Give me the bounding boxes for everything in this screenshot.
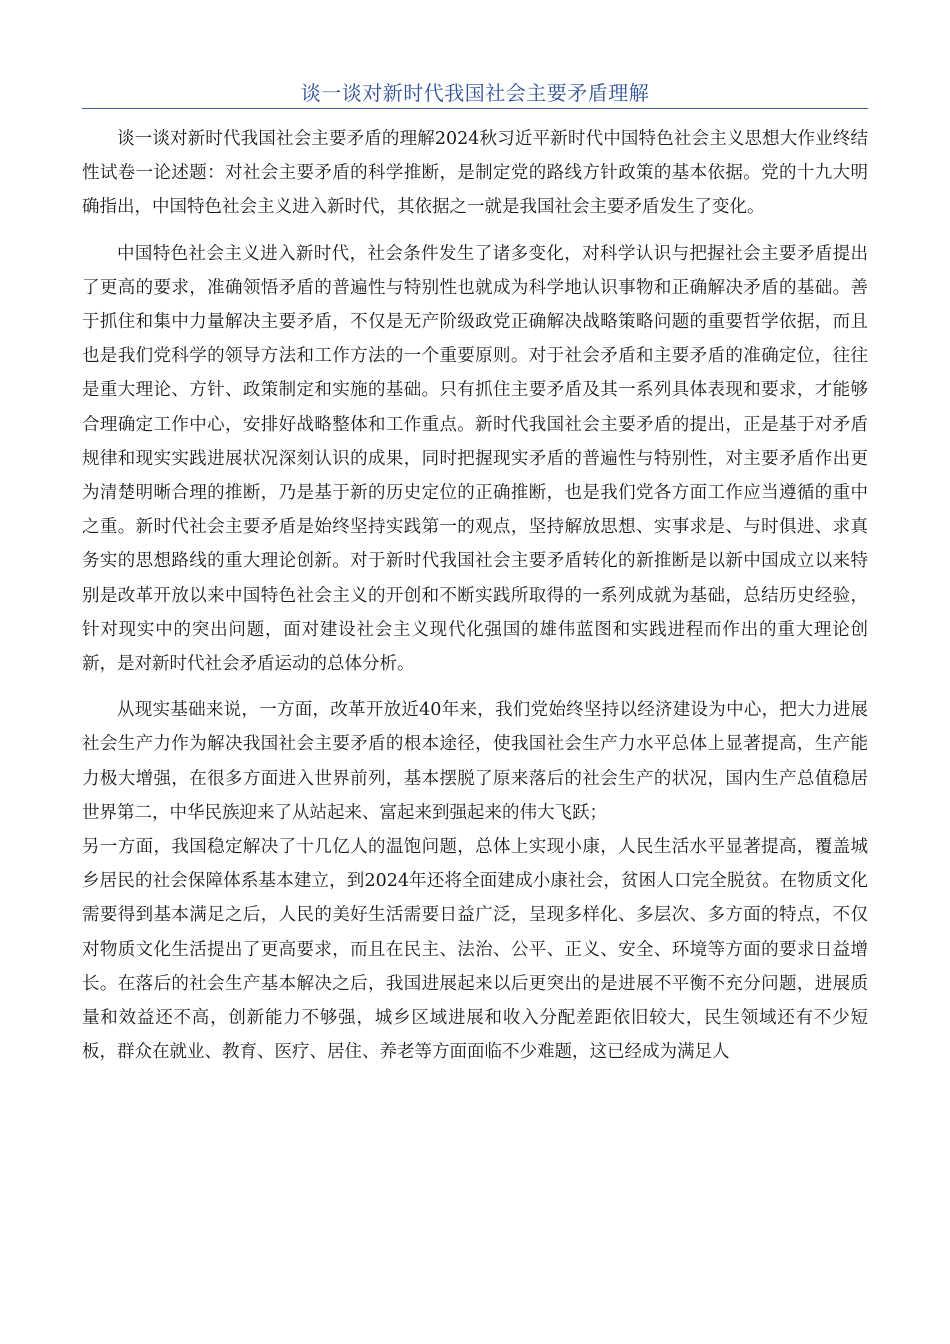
paragraph-other-side: 另一方面，我国稳定解决了十几亿人的温饱问题，总体上实现小康，人民生活水平显著提高，覆盖城乡居民的社会保障体系基本建立，到2024年还将全面建成小康社会，贫困人口完全脱贫。在物质文化需要得到基本满足之后，人民的美好生活需要日益广泛，呈现多样化、多层次、多方面的特点，不仅对物质文化生活提出了更高要求，而且在民主、法治、公平、正义、安全、环境等方面的要求日益增长。在落后的社会生产基本解决之后，我国进展起来以后更突出的是进展不平衡不充分问题，进展质量和效益还不高，创新能力不够强，城乡区域进展和收入分配差距依旧较大，民生领域还有不少短板，群众在就业、教育、医疗、居住、养老等方面面临不少难题，这已经成为满足人 [82, 837, 868, 1063]
page-title: 谈一谈对新时代我国社会主要矛盾理解 [300, 81, 650, 105]
paragraph-intro: 谈一谈对新时代我国社会主要矛盾的理解2024秋习近平新时代中国特色社会主义思想大作业终结性试卷一论述题：对社会主要矛盾的科学推断，是制定党的路线方针政策的基本依据。党的十九大明确指出，中国特色社会主义进入新时代，其依据之一就是我国社会主要矛盾发生了变化。 [82, 129, 868, 218]
page-header [82, 78, 868, 109]
document-body [82, 122, 868, 1069]
paragraph-reality-basis: 从现实基础来说，一方面，改革开放近40年来，我们党始终坚持以经济建设为中心，把大力进展社会生产力作为解决我国社会主要矛盾的根本途径，使我国社会生产力水平总体上显著提高，生产能力极大增强，在很多方面进入世界前列，基本摆脱了原来落后的社会生产的状况，国内生产总值稳居世界第二，中华民族迎来了从站起来、富起来到强起来的伟大飞跃； [82, 700, 868, 823]
paragraph-new-era: 中国特色社会主义进入新时代，社会条件发生了诸多变化，对科学认识与把握社会主要矛盾提出了更高的要求，准确领悟矛盾的普遍性与特别性也就成为科学地认识事物和正确解决矛盾的基础。善于抓住和集中力量解决主要矛盾，不仅是无产阶级政党正确解决战略策略问题的重要哲学依据，而且也是我们党科学的领导方法和工作方法的一个重要原则。对于社会矛盾和主要矛盾的准确定位，往往是重大理论、方针、政策制定和实施的基础。只有抓住主要矛盾及其一系列具体表现和要求，才能够合理确定工作中心，安排好战略整体和工作重点。新时代我国社会主要矛盾的提出，正是基于对矛盾规律和现实实践进展状况深刻认识的成果，同时把握现实矛盾的普遍性与特别性，对主要矛盾作出更为清楚明晰合理的推断，乃是基于新的历史定位的正确推断，也是我们党各方面工作应当遵循的重中之重。新时代社会主要矛盾是始终坚持实践第一的观点，坚持解放思想、实事求是、与时俱进、求真务实的思想路线的重大理论创新。对于新时代我国社会主要矛盾转化的新推断是以新中国成立以来特别是改革开放以来中国特色社会主义的开创和不断实践所取得的一系列成就为基础，总结历史经验，针对现实中的突出问题，面对建设社会主义现代化强国的雄伟蓝图和实践进程而作出的重大理论创新，是对新时代社会矛盾运动的总体分析。 [82, 243, 868, 675]
